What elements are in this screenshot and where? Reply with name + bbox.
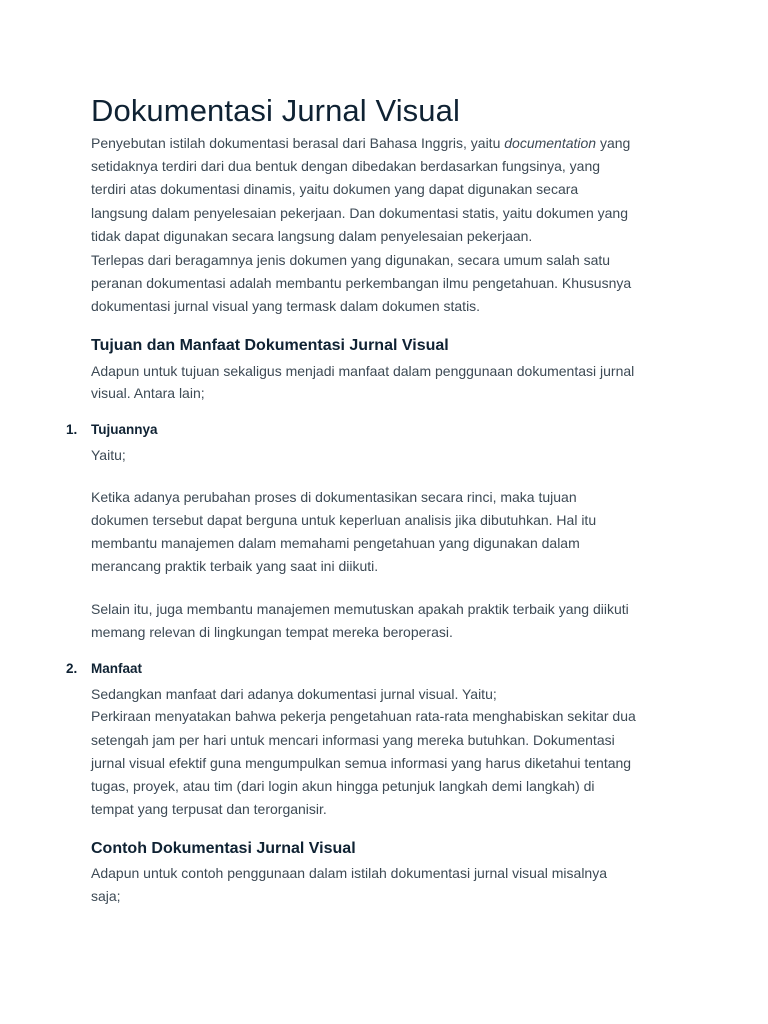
- list-line: membantu manajemen dalam memahami pengetahuan yang digunakan dalam: [91, 535, 580, 551]
- list-number: 1.: [66, 422, 78, 437]
- list-line: tempat yang terpusat dan terorganisir.: [91, 801, 327, 817]
- intro-term: documentation: [504, 135, 597, 151]
- intro-line: Terlepas dari beragamnya jenis dokumen yang digunakan, secara umum salah satu: [91, 252, 611, 268]
- intro-line: terdiri atas dokumentasi dinamis, yaitu dokumen yang dapat digunakan secara: [91, 181, 579, 197]
- section-line: saja;: [91, 888, 121, 904]
- list-line: Selain itu, juga membantu manajemen memutuskan apakah praktik terbaik yang diikuti: [91, 601, 629, 617]
- list-line: merancang praktik terbaik yang saat ini diikuti.: [91, 558, 379, 574]
- intro-line: tidak dapat digunakan secara langsung dalam penyelesaian pekerjaan.: [91, 228, 533, 244]
- list-line: jurnal visual efektif guna mengumpulkan semua informasi yang harus diketahui tentang: [91, 755, 632, 771]
- intro-line: peranan dokumentasi adalah membantu perkembangan ilmu pengetahuan. Khususnya: [91, 275, 632, 291]
- section-line: Adapun untuk contoh penggunaan dalam istilah dokumentasi jurnal visual misalnya: [91, 865, 607, 881]
- section-line: Adapun untuk tujuan sekaligus menjadi manfaat dalam penggunaan dokumentasi jurnal: [91, 363, 635, 379]
- section-heading: Tujuan dan Manfaat Dokumentasi Jurnal Visual: [91, 337, 449, 354]
- intro-text: Penyebutan istilah dokumentasi berasal dari Bahasa Inggris, yaitu: [91, 135, 505, 151]
- intro-line: [91, 134, 630, 152]
- list-line: dokumen tersebut dapat berguna untuk keperluan analisis jika dibutuhkan. Hal itu: [91, 512, 597, 528]
- list-line: memang relevan di lingkungan tempat mereka beroperasi.: [91, 624, 453, 640]
- list-line: Yaitu;: [91, 447, 126, 463]
- intro-text: yang: [596, 135, 631, 151]
- list-line: Perkiraan menyatakan bahwa pekerja pengetahuan rata-rata menghabiskan sekitar dua: [91, 708, 636, 724]
- list-line: Sedangkan manfaat dari adanya dokumentasi jurnal visual. Yaitu;: [91, 686, 497, 702]
- intro-line: dokumentasi jurnal visual yang termask dalam dokumen statis.: [91, 298, 481, 314]
- list-number: 2.: [66, 661, 78, 676]
- section-line: visual. Antara lain;: [91, 385, 205, 401]
- list-heading: Manfaat: [91, 661, 143, 676]
- list-line: setengah jam per hari untuk mencari informasi yang mereka butuhkan. Dokumentasi: [91, 732, 615, 748]
- intro-line: setidaknya terdiri dari dua bentuk dengan dibedakan berdasarkan fungsinya, yang: [91, 158, 601, 174]
- document-title: Dokumentasi Jurnal Visual: [91, 93, 460, 128]
- list-line: tugas, proyek, atau tim (dari login akun hingga petunjuk langkah demi langkah) di: [91, 778, 595, 794]
- section-heading: Contoh Dokumentasi Jurnal Visual: [91, 840, 356, 857]
- list-heading: Tujuannya: [91, 422, 158, 437]
- intro-line: langsung dalam penyelesaian pekerjaan. Dan dokumentasi statis, yaitu dokumen yang: [91, 205, 629, 221]
- list-line: Ketika adanya perubahan proses di dokumentasikan secara rinci, maka tujuan: [91, 489, 577, 505]
